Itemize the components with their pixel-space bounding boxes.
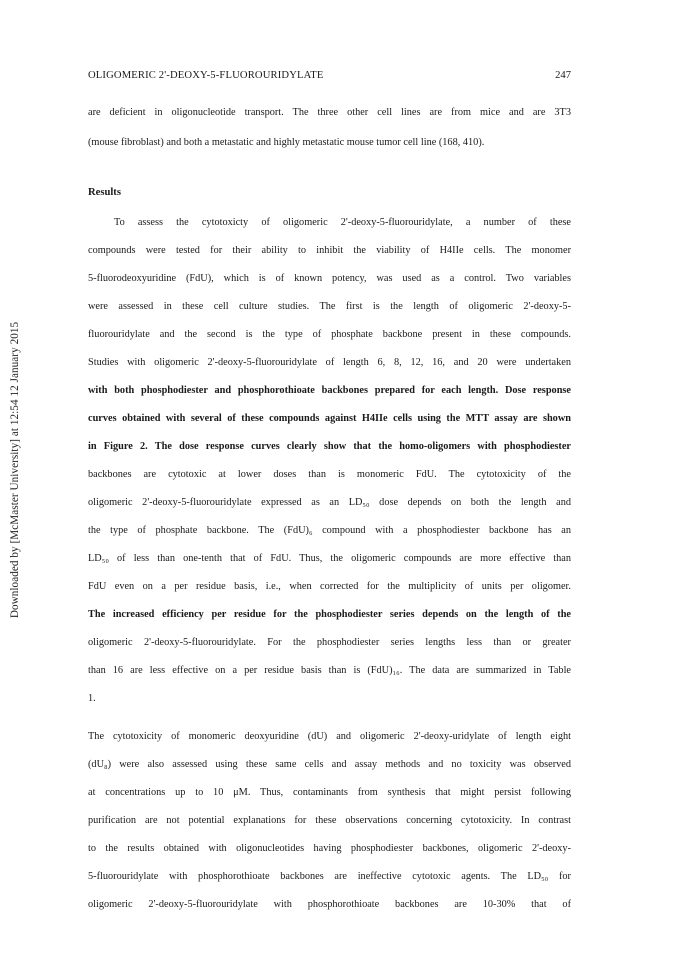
text-line: oligomeric 2'-deoxy-5-fluorouridylate expressed as an LD₅₀ dose depends on both the length and xyxy=(88,497,571,508)
text-line: were assessed in these cell culture studies. The first is the length of oligomeric 2'-deoxy-5- xyxy=(88,301,571,312)
section-heading: Results xyxy=(88,187,121,198)
text-line: backbones are cytotoxic at lower doses than is monomeric FdU. The cytotoxicity of the xyxy=(88,469,571,480)
download-sidebar xyxy=(0,0,30,961)
text-line: compounds were tested for their ability to inhibit the viability of H4IIe cells. The monomer xyxy=(88,245,571,256)
text-line: curves obtained with several of these compounds against H4IIe cells using the MTT assay are shown xyxy=(88,413,571,424)
page-header xyxy=(88,70,571,86)
text-line: FdU even on a per residue basis, i.e., when corrected for the multiplicity of units per oligomer. xyxy=(88,581,571,592)
text-line: 5-fluorodeoxyuridine (FdU), which is of known potency, was used as a control. Two variables xyxy=(88,273,571,284)
text-line: The increased efficiency per residue for the phosphodiester series depends on the length of the xyxy=(88,609,571,620)
text-line: at concentrations up to 10 μM. Thus, contaminants from synthesis that might persist following xyxy=(88,787,571,798)
text-line: purification are not potential explanations for these observations concerning cytotoxicity. In contrast xyxy=(88,815,571,826)
text-line: (dU₈) were also assessed using these same cells and assay methods and no toxicity was observed xyxy=(88,759,571,770)
text-line: oligomeric 2'-deoxy-5-fluorouridylate with phosphorothioate backbones are 10-30% that of xyxy=(88,899,571,910)
text-line: 5-fluorouridylate with phosphorothioate backbones are ineffective cytotoxic agents. The LD₅₀ for xyxy=(88,871,571,882)
text-line: (mouse fibroblast) and both a metastatic and highly metastatic mouse tumor cell line (168, 410). xyxy=(88,137,485,148)
text-line: To assess the cytotoxicty of oligomeric 2'-deoxy-5-fluorouridylate, a number of these xyxy=(114,217,571,228)
text-line: oligomeric 2'-deoxy-5-fluorouridylate. For the phosphodiester series lengths less than or greater xyxy=(88,637,571,648)
page-number: 247 xyxy=(555,70,571,81)
text-line: LD₅₀ of less than one-tenth that of FdU. Thus, the oligomeric compounds are more effective than xyxy=(88,553,571,564)
text-line: Studies with oligomeric 2'-deoxy-5-fluorouridylate of length 6, 8, 12, 16, and 20 were undertaken xyxy=(88,357,571,368)
text-line: with both phosphodiester and phosphorothioate backbones prepared for each length. Dose response xyxy=(88,385,571,396)
text-line: The cytotoxicity of monomeric deoxyuridine (dU) and oligomeric 2'-deoxy-uridylate of length eight xyxy=(88,731,571,742)
text-line: fluorouridylate and the second is the type of phosphate backbone present in these compounds. xyxy=(88,329,571,340)
text-line: 1. xyxy=(88,693,96,704)
text-line: are deficient in oligonucleotide transport. The three other cell lines are from mice and are 3T3 xyxy=(88,107,571,118)
text-line: the type of phosphate backbone. The (FdU)₆ compound with a phosphodiester backbone has an xyxy=(88,525,571,536)
running-title: OLIGOMERIC 2'-DEOXY-5-FLUOROURIDYLATE xyxy=(88,70,324,81)
text-line: to the results obtained with oligonucleotides having phosphodiester backbones, oligomeric 2'-deoxy- xyxy=(88,843,571,854)
download-notice: Downloaded by [McMaster University] at 12:54 12 January 2015 xyxy=(9,321,21,619)
text-line: in Figure 2. The dose response curves clearly show that the homo-oligomers with phosphodiester xyxy=(88,441,571,452)
text-line: than 16 are less effective on a per residue basis than is (FdU)₁₆. The data are summarized in Table xyxy=(88,665,571,676)
